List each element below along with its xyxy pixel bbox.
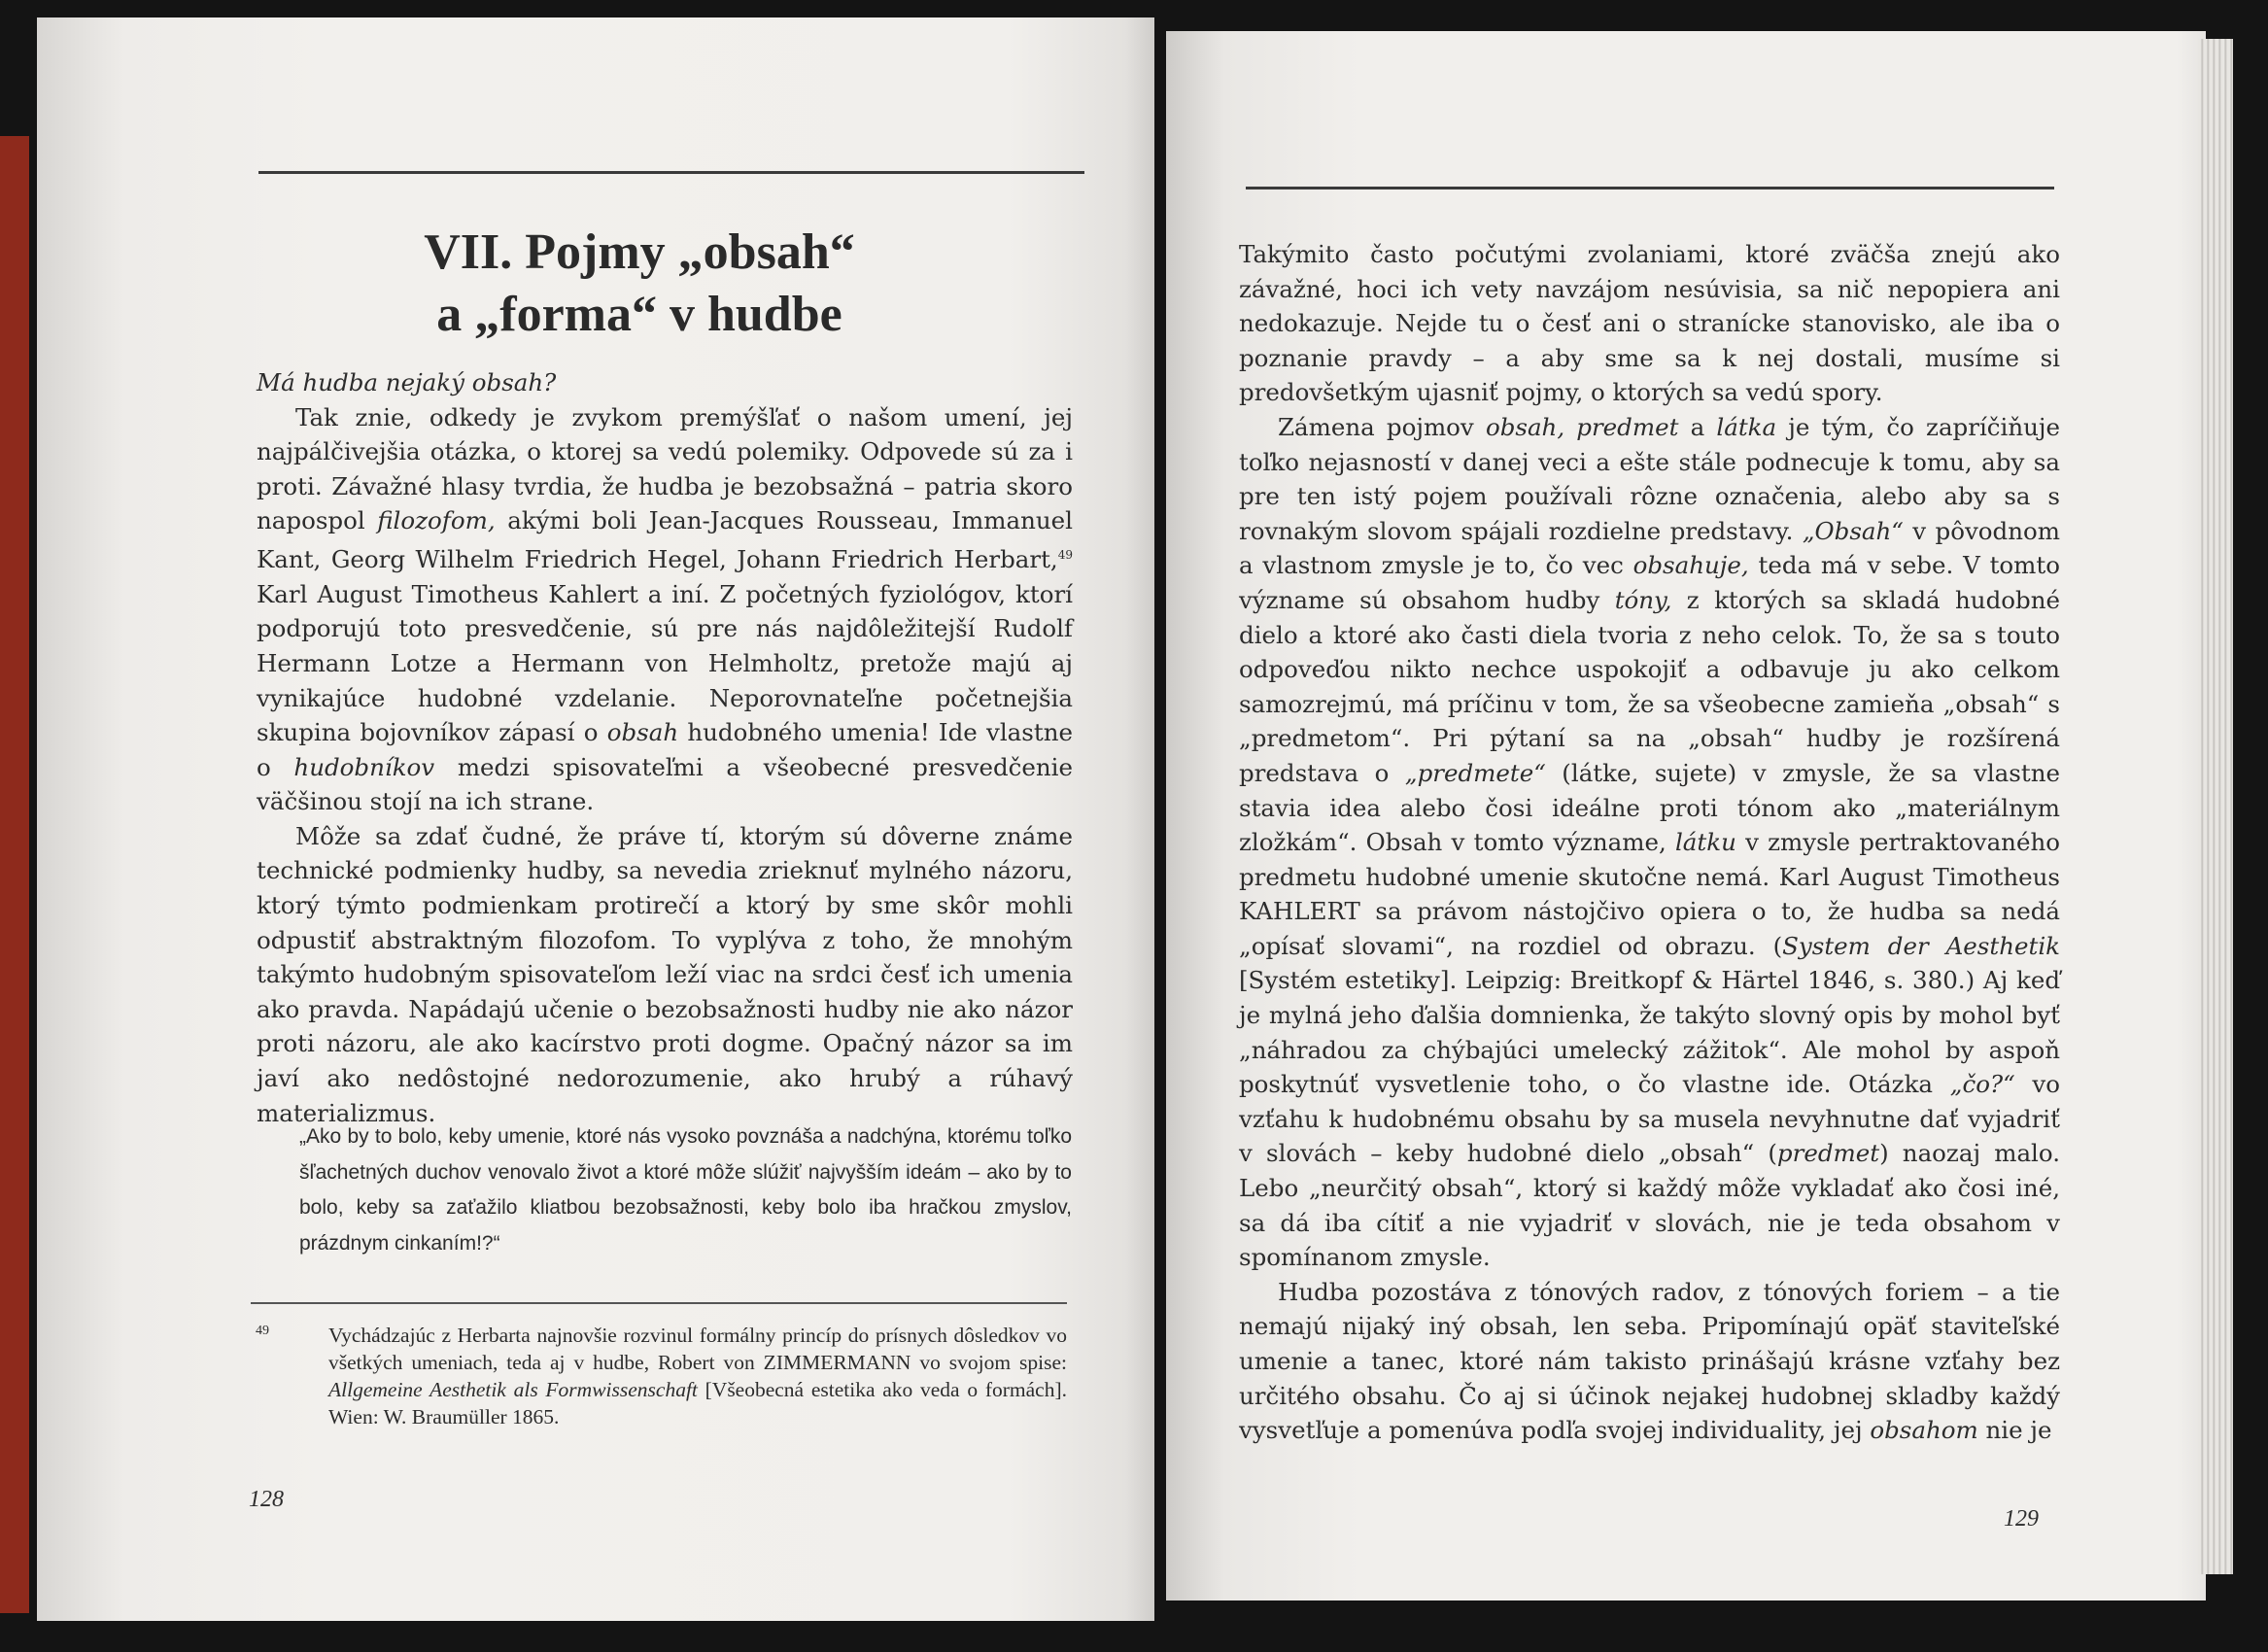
page-number-right: 129 <box>2004 1506 2039 1532</box>
section-question: Má hudba nejaký obsah? <box>257 368 557 396</box>
right-paragraph-3: Hudba pozostáva z tónových radov, z tónových foriem – a tie nemajú nijaký iný obsah, len seba. Pripomínajú opäť staviteľské umenie a tanec, ktoré nám takisto prinášajú krásne vzťahy bez určitého obsahu. Čo aj si účinok nejakej hudobnej skladby každý vysvetľuje a pomenúva podľa svojej individuality, jej obsahom nie je <box>1239 1277 2060 1445</box>
footnote <box>256 1322 1067 1430</box>
header-rule <box>258 171 1084 174</box>
left-page <box>37 17 1154 1621</box>
block-quote: „Ako by to bolo, keby umenie, ktoré nás vysoko povznáša a nadchýna, ktorému toľko šľachetných duchov venovalo život a ktoré môže slúžiť najvyšším ideám – ako by to bolo, keby sa zaťažilo kliatbou bezobsažnosti, keby bolo iba hračkou zmyslov, prázdnym cinkaním!?“ <box>299 1125 1072 1255</box>
footnote-reference: 49 <box>1057 547 1073 562</box>
header-rule <box>1246 187 2054 189</box>
footnote-number: 49 <box>256 1324 269 1338</box>
chapter-title-line2: a „forma“ v hudbe <box>436 287 842 342</box>
right-body-text <box>1239 237 2060 1448</box>
footnote-rule <box>251 1302 1067 1304</box>
left-paragraph-2: Môže sa zdať čudné, že práve tí, ktorým sú dôverne známe technické podmienky hudby, sa nevedia zrieknuť mylného názoru, ktorý týmto podmienkam protirečí a ktorý by sme skôr mohli odpustiť abstraktným filozofom. To vyplýva z toho, že mnohým takýmto hudobným spisovateľom leží viac na srdci česť ich umenia ako pravda. Napádajú učenie o bezobsažnosti hudby nie ako názor proti názoru, ale ako kacírstvo proti dogme. Opačný názor sa im javí ako nedôstojné nedorozumenie, ako hrubý a rúhavý materializmus. <box>257 821 1073 1127</box>
red-background-strip <box>0 136 29 1613</box>
footnote-text: Vychádzajúc z Herbarta najnovšie rozvinul formálny princíp do prísnych dôsledkov vo všetkých umeniach, teda aj v hudbe, Robert von ZIMMERMANN vo svojom spise: Allgemeine Aesthetik als Formwissenschaft [Všeobecná estetika ako veda o formách]. Wien: W. Braumüller 1865. <box>328 1324 1067 1428</box>
left-body-text <box>257 365 1073 1130</box>
left-paragraph-1: Tak znie, odkedy je zvykom premýšľať o našom umení, jej najpálčivejšia otázka, o ktorej sa vedú polemiky. Odpovede sú za i proti. Závažné hlasy tvrdia, že hudba je bezobsažná – patria skoro napospol filozofom, akými boli Jean-Jacques Rousseau, Immanuel Kant, Georg Wilhelm Friedrich Hegel, Johann Friedrich Herbart,$^{49}$ Karl August Timotheus Kahlert a iní. Z početných fyziológov, ktorí podporujú toto presvedčenie, sú pre nás najdôležitejší Rudolf Hermann Lotze a Hermann von Helmholtz, pretože majú aj vynikajúce hudobné vzdelanie. Neporovnateľne početnejšia skupina bojovníkov zápasí o obsah hudobného umenia! Ide vlastne o hudobníkov medzi spisovateľmi a všeobecné presvedčenie väčšinou stojí na ich strane. <box>257 402 1073 816</box>
right-paragraph-2: Zámena pojmov obsah, predmet a látka je tým, čo zapríčiňuje toľko nejasností v danej veci a ešte stále podnecuje k tomu, aby sa pre ten istý pojem používali rôzne označenia, alebo aby sa s rovnakým slovom spájali rozdielne predstavy. „Obsah“ v pôvodnom a vlastnom zmysle je to, čo vec obsahuje, teda má v sebe. V tomto význame sú obsahom hudby tóny, z ktorých sa skladá hudobné dielo a ktoré ako časti diela tvoria z neho celok. To, že sa s touto odpoveďou nikto nechce uspokojiť a odbavuje ju ako celkom samozrejmú, má príčinu v tom, že sa všeobecne zamieňa „obsah“ s „predmetom“. Pri pýtaní sa na „obsah“ hudby je rozšírená predstava o „predmete“ (látke, sujete) v zmysle, že sa vlastne stavia idea alebo čosi ideálne proti tónom ako „materiálnym zložkám“. Obsah v tomto význame, látku v zmysle pertraktovaného predmetu hudobné umenie skutočne nemá. Karl August Timotheus KAHLERT sa právom nástojčivo opiera o to, že hudba sa nedá „opísať slovami“, na rozdiel od obrazu. (System der Aesthetik [Systém estetiky]. Leipzig: Breitkopf & Härtel 1846, s. 380.) Aj keď je mylná jeho ďalšia domnienka, že takýto slovný opis by mohol byť „náhradou za chýbajúci umelecký zážitok“. Ale mohol by aspoň poskytnúť vysvetlenie toho, o čo vlastne ide. Otázka „čo?“ vo vzťahu k hudobnému obsahu by sa musela nevyhnutne dať vyjadriť v slovách – keby hudobné dielo „obsah“ (predmet) naozaj malo. Lebo „neurčitý obsah“, ktorý si každý môže vykladať ako čosi iné, sa dá iba cítiť a nie vyjadriť v slovách, nie je teda obsahom v spomínanom zmysle. <box>1239 412 2061 1272</box>
page-edges <box>2198 39 2233 1574</box>
page-number-left: 128 <box>249 1487 284 1512</box>
chapter-title <box>260 222 1018 346</box>
chapter-title-line1: VII. Pojmy „obsah“ <box>424 224 855 280</box>
right-paragraph-1: Takýmito často počutými zvolaniami, ktoré zväčša znejú ako závažné, hoci ich vety navzájom nesúvisia, sa nič nepopiera ani nedokazuje. Nejde tu o česť ani o stranícke stanovisko, ale iba o poznanie pravdy – a aby sme sa k nej dostali, musíme si predovšetkým ujasniť pojmy, o ktorých sa vedú spory. <box>1239 240 2060 407</box>
right-page <box>1166 31 2206 1600</box>
